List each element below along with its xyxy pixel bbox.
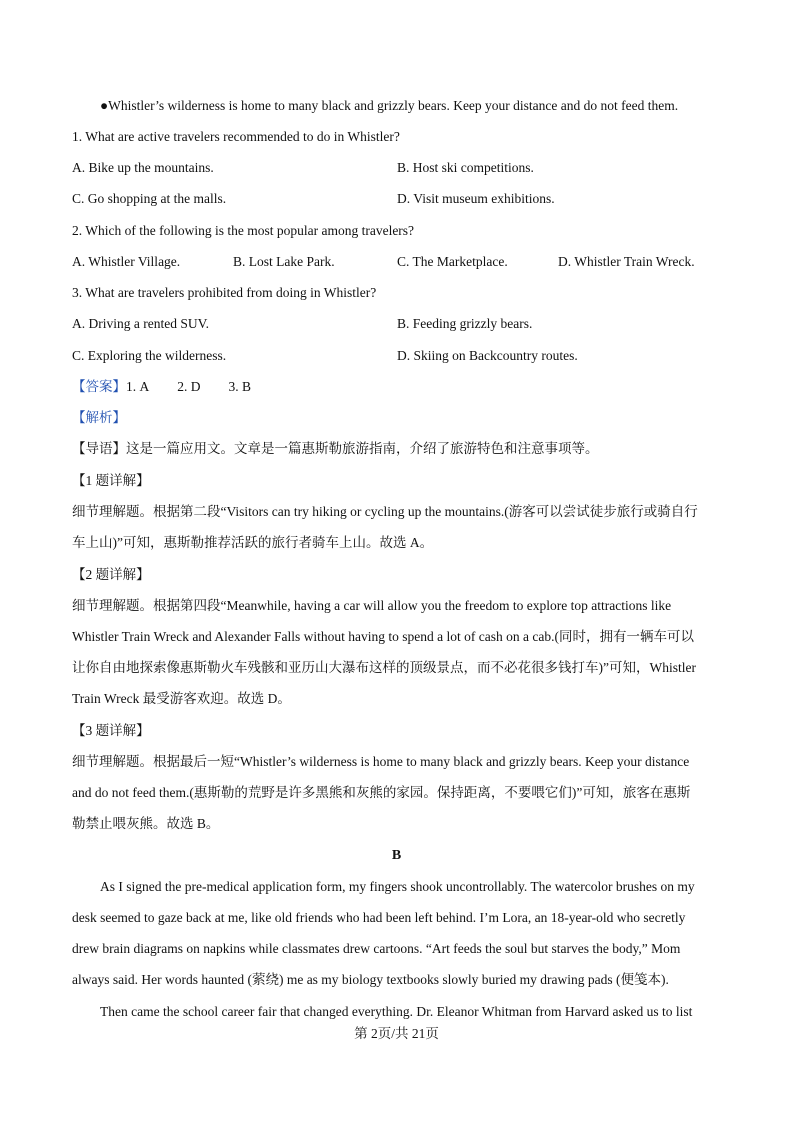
question-1-option-b: B. Host ski competitions. [397, 160, 534, 175]
question-3-stem: 3. What are travelers prohibited from doing in Whistler? [72, 285, 377, 300]
question-2-option-c: C. The Marketplace. [397, 254, 508, 269]
passage-line-5: Then came the school career fair that changed everything. Dr. Eleanor Whitman from Harvard asked us to list [100, 1004, 693, 1019]
page-number: 第 2页/共 21页 [354, 1026, 439, 1041]
guide-line: 【导语】这是一篇应用文。文章是一篇惠斯勒旅游指南，介绍了旅游特色和注意事项等。 [72, 441, 599, 456]
section-heading: B [391, 848, 402, 863]
detail-2-line-1: 细节理解题。根据第四段“Meanwhile, having a car will allow you the freedom to explore top attractions like [72, 598, 672, 613]
answer-row [72, 378, 251, 396]
question-3-option-c: C. Exploring the wilderness. [72, 348, 227, 363]
answer-label: 【答案】 [72, 379, 126, 394]
answer-item-3: 3. B [228, 379, 252, 394]
detail-2-heading: 【2 题详解】 [72, 567, 150, 582]
question-1-option-a: A. Bike up the mountains. [72, 160, 214, 175]
answer-item-1: 1. A [126, 379, 150, 394]
detail-2-line-2: Whistler Train Wreck and Alexander Falls without having to spend a lot of cash on a cab.(同时，拥有一辆车可以 [72, 629, 694, 644]
detail-1-line-1: 细节理解题。根据第二段“Visitors can try hiking or cycling up the mountains.(游客可以尝试徒步旅行或骑自行 [72, 504, 698, 519]
detail-2-line-3: 让你自由地探索像惠斯勒火车残骸和亚历山大瀑布这样的顶级景点，而不必花很多钱打车)”可知，Whistler [72, 660, 696, 675]
passage-line-1: As I signed the pre-medical application form, my fingers shook uncontrollably. The watercolor brushes on my [100, 879, 695, 894]
question-1-option-d: D. Visit museum exhibitions. [397, 191, 555, 206]
question-3-option-a: A. Driving a rented SUV. [72, 316, 209, 331]
analysis-label: 【解析】 [72, 410, 126, 425]
detail-1-heading: 【1 题详解】 [72, 473, 150, 488]
detail-3-heading: 【3 题详解】 [72, 723, 150, 738]
answer-item-2: 2. D [177, 379, 201, 394]
intro-line: ●Whistler’s wilderness is home to many black and grizzly bears. Keep your distance and do not feed them. [100, 98, 679, 113]
detail-2-line-4: Train Wreck 最受游客欢迎。故选 D。 [72, 691, 291, 706]
question-2-option-a: A. Whistler Village. [72, 254, 181, 269]
question-3-option-b: B. Feeding grizzly bears. [397, 316, 533, 331]
question-1-stem: 1. What are active travelers recommended to do in Whistler? [72, 129, 400, 144]
passage-line-3: drew brain diagrams on napkins while classmates drew cartoons. “Art feeds the soul but starves the body,” Mom [72, 941, 681, 956]
detail-1-line-2: 车上山)”可知，惠斯勒推荐活跃的旅行者骑车上山。故选 A。 [72, 535, 434, 550]
question-2-stem: 2. Which of the following is the most popular among travelers? [72, 223, 415, 238]
question-2-option-d: D. Whistler Train Wreck. [558, 254, 695, 269]
question-2-option-b: B. Lost Lake Park. [233, 254, 335, 269]
detail-3-line-3: 勒禁止喂灰熊。故选 B。 [72, 816, 220, 831]
detail-3-line-2: and do not feed them.(惠斯勒的荒野是许多黑熊和灰熊的家园。保持距离，不要喂它们)”可知，旅客在惠斯 [72, 785, 691, 800]
passage-line-4: always said. Her words haunted (萦绕) me as my biology textbooks slowly buried my drawing pads (便笺本). [72, 972, 669, 987]
question-1-option-c: C. Go shopping at the malls. [72, 191, 227, 206]
detail-3-line-1: 细节理解题。根据最后一短“Whistler’s wilderness is home to many black and grizzly bears. Keep your distance [72, 754, 690, 769]
question-3-option-d: D. Skiing on Backcountry routes. [397, 348, 578, 363]
passage-line-2: desk seemed to gaze back at me, like old friends who had been left behind. I’m Lora, an 18-year-old who secretly [72, 910, 686, 925]
